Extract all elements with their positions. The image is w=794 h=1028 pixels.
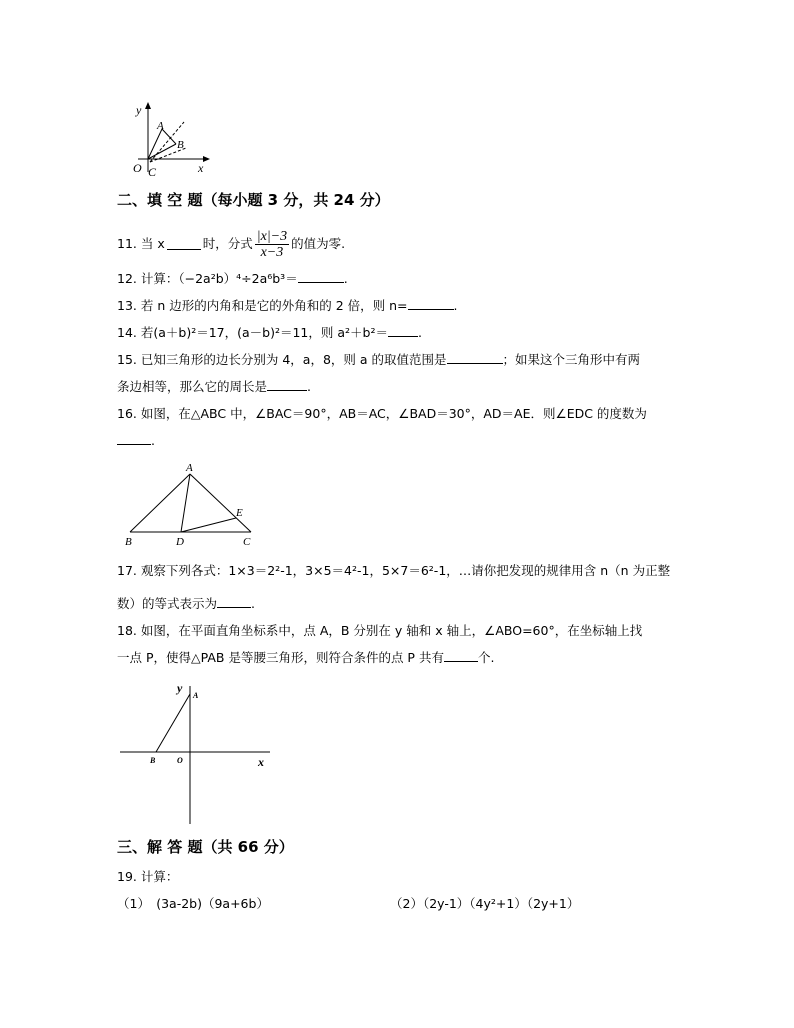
fig18-b: B [150, 756, 156, 765]
q16-blank [117, 433, 151, 445]
y-axis-label: y [136, 103, 142, 117]
question-18-line-1 [117, 623, 642, 639]
fig18-a: A [193, 691, 199, 700]
q15-end: . [307, 379, 311, 394]
origin-label: O [133, 161, 142, 175]
fig16-e: E [236, 507, 243, 519]
q13-text: 13. 若 n 边形的内角和是它的外角和的 2 倍，则 n= [117, 298, 408, 313]
question-12 [117, 271, 348, 287]
question-11 [117, 226, 345, 262]
coordinate-figure-18 [115, 678, 275, 828]
fig16-c: C [243, 536, 251, 548]
fig16-b: B [125, 536, 132, 548]
q15-line1b: ；如果这个三角形中有两 [502, 352, 641, 367]
q11-numerator: |x|−3 [256, 228, 288, 244]
q11-fraction [255, 229, 289, 260]
question-15-line-2 [117, 379, 311, 395]
question-13 [117, 298, 457, 314]
q18-line1: 18. 如图，在平面直角坐标系中，点 A，B 分别在 y 轴和 x 轴上，∠ABO=60°，在坐标轴上找 [117, 623, 643, 638]
q14-text: 14. 若(a＋b)²＝17，(a－b)²＝11，则 a²＋b²＝ [117, 325, 388, 340]
question-16-line-1 [117, 406, 647, 422]
q13-blank [408, 298, 454, 310]
q17-line1: 17. 观察下列各式：1×3＝2²-1，3×5＝4²-1，5×7＝6²-1，…请你把发现的规律用含 n（n 为正整 [117, 563, 671, 578]
fig16-d: D [176, 536, 184, 548]
q15-blank-2 [267, 379, 307, 391]
q13-end: . [453, 298, 458, 313]
q18-end: 个. [477, 650, 495, 665]
question-17-line-1 [117, 563, 670, 579]
q17-blank [217, 596, 251, 608]
q17-end: . [251, 596, 255, 611]
q12-end: . [343, 271, 348, 286]
q14-end: . [417, 325, 422, 340]
q11-denominator: x−3 [260, 244, 284, 260]
q15-blank-1 [447, 352, 503, 364]
question-16-line-2 [117, 433, 155, 449]
triangle-figure-16 [120, 460, 270, 552]
q15-line2: 条边相等，那么它的周长是 [117, 379, 268, 394]
q12-blank [298, 271, 344, 283]
q16-end: . [151, 433, 155, 448]
q16-line1: 16. 如图，在△ABC 中，∠BAC＝90°，AB＝AC，∠BAD＝30°，AD＝AE．则∠EDC 的度数为 [117, 406, 647, 421]
point-a-label: A [157, 120, 164, 132]
question-18-line-2 [117, 650, 494, 666]
fig16-a: A [186, 462, 193, 474]
q12-text: 12. 计算：（−2a²b）⁴÷2a⁶b³＝ [117, 271, 298, 286]
q18-blank [444, 650, 478, 662]
point-c-label: C [148, 165, 157, 179]
q11-mid: 时，分式 [202, 236, 253, 251]
question-17-line-2 [117, 596, 255, 612]
point-b-label: B [177, 139, 184, 151]
question-14 [117, 325, 422, 341]
q17-line2: 数）的等式表示为 [117, 596, 218, 611]
question-19-part-2: （2）（2y-1）（4y²+1）（2y+1） [390, 896, 580, 911]
fig18-y: y [177, 681, 183, 695]
fig18-x: x [258, 755, 264, 769]
question-15-line-1 [117, 352, 640, 368]
q11-blank [167, 238, 201, 250]
section-2-title: 二、填 空 题（每小题 3 分，共 24 分） [117, 191, 390, 209]
q11-prefix: 11. 当 x [117, 236, 165, 251]
q18-line2: 一点 P，使得△PAB 是等腰三角形，则符合条件的点 P 共有 [117, 650, 444, 665]
x-axis-label: x [198, 161, 204, 175]
q15-line1: 15. 已知三角形的边长分别为 4，a，8，则 a 的取值范围是 [117, 352, 447, 367]
question-19-title: 19. 计算： [117, 869, 179, 884]
question-19-part-1: （1） (3a-2b)（9a+6b） [117, 896, 269, 911]
section-3-title: 三、解 答 题（共 66 分） [117, 838, 294, 856]
coordinate-figure-top [120, 100, 230, 180]
q11-suffix: 的值为零. [291, 236, 346, 251]
fig18-o: O [177, 756, 183, 765]
q14-blank [388, 325, 418, 337]
